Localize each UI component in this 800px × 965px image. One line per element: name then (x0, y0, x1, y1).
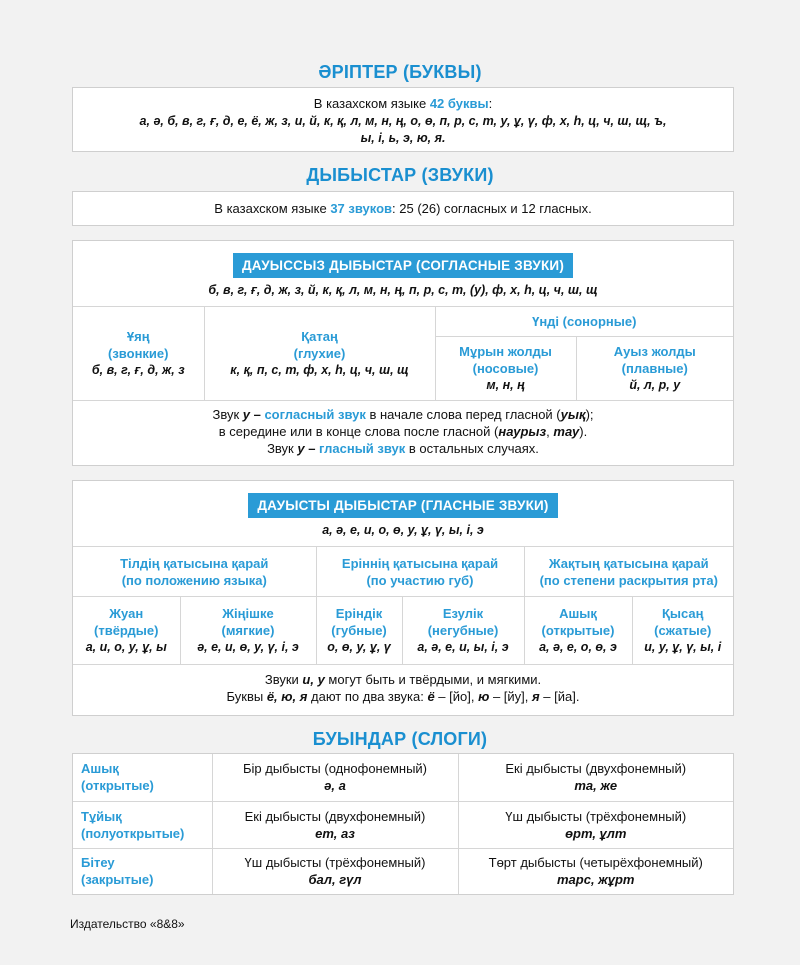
syllable-type: Бітеу (закрытые) (73, 848, 212, 894)
hard-cell: Жуан (твёрдые) а, и, о, у, ұ, ы (73, 597, 180, 665)
oral-letters: й, л, р, у (629, 378, 681, 392)
syllables-box (72, 753, 734, 895)
table-row (73, 848, 733, 894)
letters-box (72, 87, 734, 152)
vowels-note: Звуки и, у могут быть и твёрдыми, и мягкими. Буквы ё, ю, я дают по два звука: ё – [йо], ю – [йу], я – [йа]. (226, 672, 580, 704)
syllable-cell: Бір дыбысты (однофонемный) ә, а (212, 754, 458, 801)
vowels-banner: ДАУЫСТЫ ДЫБЫСТАР (ГЛАСНЫЕ ЗВУКИ) (248, 493, 557, 518)
syllables-table (73, 754, 733, 894)
voiced-cell: Ұяң (звонкие) б, в, г, ғ, д, ж, з (73, 307, 204, 401)
sounds-count: 37 звуков (330, 201, 393, 216)
soft-cell: Жіңішке (мягкие) ә, е, и, ө, у, ү, і, э (180, 597, 316, 665)
syllable-type: Ашық (открытые) (73, 754, 212, 801)
sounds-title: ДЫБЫСТАР (ЗВУКИ) (306, 165, 494, 185)
sonorant-header: Үнді (сонорные) (435, 307, 733, 337)
syllable-type: Тұйық (полуоткрытые) (73, 801, 212, 848)
consonants-table (73, 306, 733, 401)
letters-title: ӘРІПТЕР (БУКВЫ) (318, 62, 482, 82)
labial-cell: Еріндік (губные) о, ө, у, ұ, ү (316, 597, 402, 665)
vowels-table (73, 546, 733, 665)
publisher-footer: Издательство «8&8» (70, 917, 185, 931)
tongue-header: Тілдің қатысына қарай (по положению языка) (73, 547, 316, 597)
vowels-list: а, ә, е, и, о, ө, у, ұ, ү, ы, і, э (322, 523, 484, 537)
letters-line1: а, ә, б, в, г, ғ, д, е, ё, ж, з, и, й, к, қ, л, м, н, ң, о, ө, п, р, с, т, у, ұ, ү, ф, х, һ, ц, ч, ш, щ, ъ, (139, 114, 667, 128)
nonlabial-cell: Езулік (негубные) а, ә, е, и, ы, і, э (402, 597, 524, 665)
closed-cell: Қысаң (сжатые) и, у, ұ, ү, ы, і (632, 597, 733, 665)
syllable-cell: Үш дыбысты (трёхфонемный) өрт, ұлт (458, 801, 733, 848)
lips-header: Еріннің қатысына қарай (по участию губ) (316, 547, 524, 597)
table-row (73, 801, 733, 848)
syllable-cell: Екі дыбысты (двухфонемный) та, же (458, 754, 733, 801)
syllable-cell: Екі дыбысты (двухфонемный) ет, аз (212, 801, 458, 848)
jaw-header: Жақтың қатысына қарай (по степени раскрытия рта) (524, 547, 733, 597)
voiced-letters: б, в, г, ғ, д, ж, з (91, 363, 185, 377)
consonants-banner: ДАУЫССЫЗ ДЫБЫСТАР (СОГЛАСНЫЕ ЗВУКИ) (233, 253, 573, 278)
oral-cell: Ауыз жолды (плавные) й, л, р, у (576, 337, 733, 401)
sounds-box: В казахском языке 37 звуков: 25 (26) согласных и 12 гласных. (72, 191, 734, 226)
syllable-cell: Төрт дыбысты (четырёхфонемный) тарс, жұрт (458, 848, 733, 894)
voiceless-letters: к, қ, п, с, т, ф, х, һ, ц, ч, ш, щ (230, 363, 409, 377)
consonants-box (72, 240, 734, 466)
consonants-note: Звук у – согласный звук в начале слова перед гласной (уық); в середине или в конце слова после гласной (наурыз, тау). Звук у – гласный звук в остальных случаях. (212, 407, 594, 456)
consonants-list: б, в, г, ғ, д, ж, з, й, к, қ, л, м, н, ң, п, р, с, т, (у), ф, х, һ, ц, ч, ш, щ (208, 283, 598, 297)
letters-intro: В казахском языке 42 буквы: (313, 96, 493, 111)
nasal-letters: м, н, ң (486, 378, 525, 392)
syllables-title: БУЫНДАР (СЛОГИ) (312, 729, 488, 749)
open-cell: Ашық (открытые) а, ә, е, о, ө, э (524, 597, 632, 665)
nasal-cell: Мұрын жолды (носовые) м, н, ң (435, 337, 576, 401)
syllable-cell: Үш дыбысты (трёхфонемный) бал, гүл (212, 848, 458, 894)
letters-line2: ы, і, ь, э, ю, я. (360, 131, 446, 145)
vowels-box (72, 480, 734, 716)
voiceless-cell: Қатаң (глухие) к, қ, п, с, т, ф, х, һ, ц, ч, ш, щ (204, 307, 435, 401)
letters-count: 42 буквы (429, 96, 489, 111)
table-row (73, 754, 733, 801)
